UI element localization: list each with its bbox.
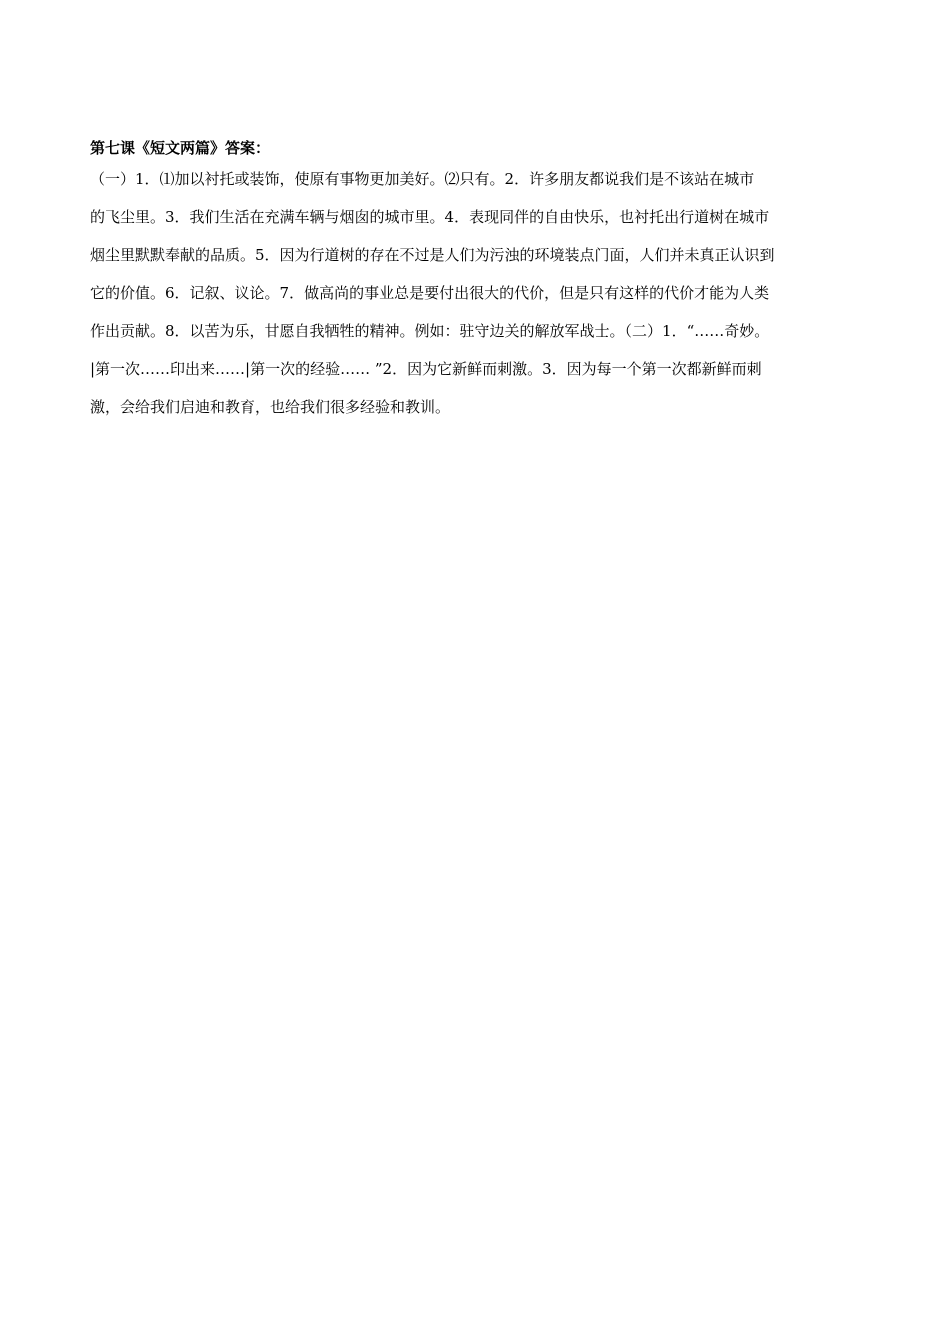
answer-line-5: 作出贡献。8．以苦为乐，甘愿自我牺牲的精神。例如：驻守边关的解放军战士。（二）1．“……奇妙。	[90, 322, 770, 340]
answer-line-1: （一）1．⑴加以衬托或装饰，使原有事物更加美好。⑵只有。2．许多朋友都说我们是不该站在城市	[90, 170, 755, 188]
lesson-title: 第七课《短文两篇》答案：	[90, 139, 271, 157]
answer-line-6: |第一次……印出来……|第一次的经验…… ”2．因为它新鲜而刺激。3．因为每一个第一次都新鲜而刺	[90, 360, 762, 378]
answer-line-2: 的飞尘里。3．我们生活在充满车辆与烟囱的城市里。4．表现同伴的自由快乐，也衬托出行道树在城市	[90, 208, 770, 226]
answer-line-4: 它的价值。6．记叙、议论。7．做高尚的事业总是要付出很大的代价，但是只有这样的代价才能为人类	[90, 284, 770, 302]
answer-content	[90, 136, 870, 430]
answer-line-3: 烟尘里默默奉献的品质。5．因为行道树的存在不过是人们为污浊的环境装点门面，人们并未真正认识到	[90, 246, 775, 264]
answer-line-7: 激，会给我们启迪和教育，也给我们很多经验和教训。	[90, 398, 451, 416]
